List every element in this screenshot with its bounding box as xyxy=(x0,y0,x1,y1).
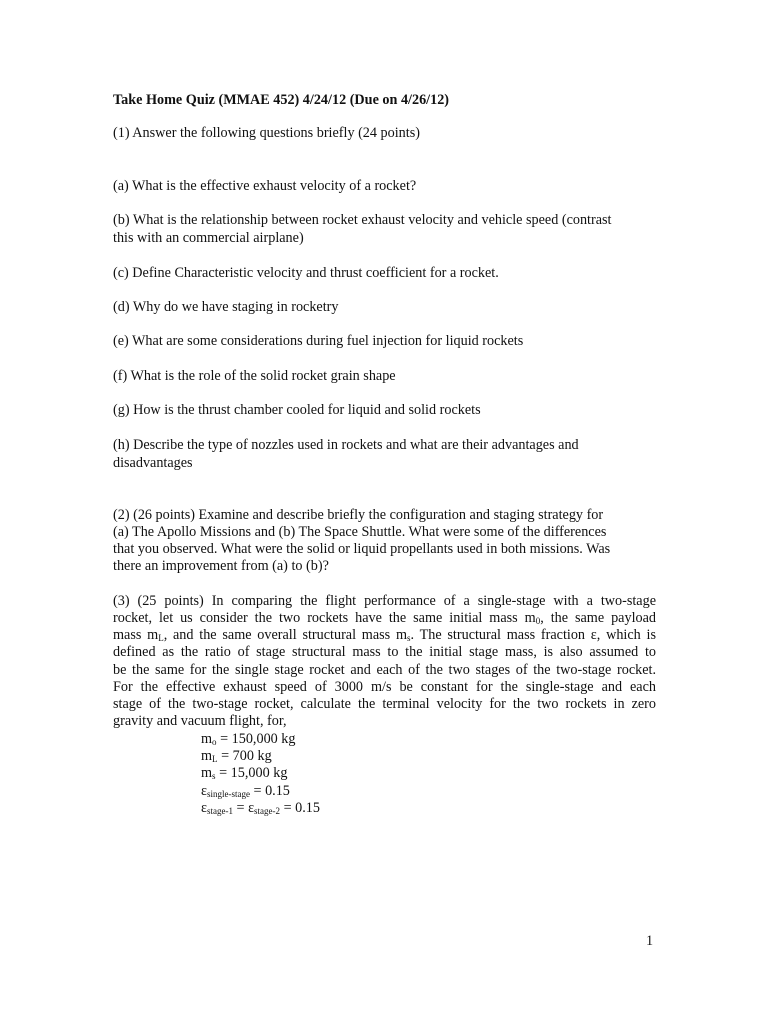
q2-line4: there an improvement from (a) to (b)? xyxy=(113,558,329,574)
q3-line8: gravity and vacuum flight, for, xyxy=(113,713,287,729)
q1-b-line1: (b) What is the relationship between rocket exhaust velocity and vehicle speed (contrast xyxy=(113,212,612,228)
q1-h-line1: (h) Describe the type of nozzles used in rockets and what are their advantages and xyxy=(113,437,579,453)
q2-line1: (2) (26 points) Examine and describe briefly the configuration and staging strategy for xyxy=(113,507,604,523)
q3-line3: mass $m_L$, and the same overall structural mass $m_s$. The structural mass fraction ε, which is xyxy=(113,627,656,643)
q1-b-line2: this with an commercial airplane) xyxy=(113,230,304,246)
q1-a: (a) What is the effective exhaust velocity of a rocket? xyxy=(113,178,417,194)
q3-line1: (3) (25 points) In comparing the flight performance of a single-stage with a two-stage xyxy=(113,593,656,609)
q1-g: (g) How is the thrust chamber cooled for liquid and solid rockets xyxy=(113,402,481,418)
quiz-title: Take Home Quiz (MMAE 452) 4/24/12 (Due on 4/26/12) xyxy=(113,92,450,108)
q2-line3: that you observed. What were the solid or liquid propellants used in both missions. Was xyxy=(113,541,611,557)
q1-c: (c) Define Characteristic velocity and thrust coefficient for a rocket. xyxy=(113,265,499,281)
eq-structural-mass: $m_s = 15,000$ kg xyxy=(201,765,288,781)
q1-d: (d) Why do we have staging in rocketry xyxy=(113,299,339,315)
q3-line7: stage of the two-stage rocket, calculate the terminal velocity for the two rockets in zero xyxy=(113,696,656,712)
q1-e: (e) What are some considerations during fuel injection for liquid rockets xyxy=(113,333,524,349)
eq-single-stage-fraction: $\varepsilon_{single-stage} = 0.15$ xyxy=(201,783,290,799)
q2-line2: (a) The Apollo Missions and (b) The Space Shuttle. What were some of the differences xyxy=(113,524,607,540)
q1-heading: (1) Answer the following questions briefly (24 points) xyxy=(113,125,420,141)
page-number: 1 xyxy=(646,933,654,949)
q3-line5: be the same for the single stage rocket and each of the two stages of the two-stage rocket. xyxy=(113,662,656,678)
q3-line2: rocket, let us consider the two rockets have the same initial mass $m_0$, the same payload xyxy=(113,610,656,626)
q3-line6: For the effective exhaust speed of 3000 m/s be constant for the single-stage and each xyxy=(113,679,656,695)
eq-payload-mass: $m_L = 700$ kg xyxy=(201,748,272,764)
q1-f: (f) What is the role of the solid rocket grain shape xyxy=(113,368,396,384)
q1-h-line2: disadvantages xyxy=(113,455,193,471)
eq-initial-mass: $m_o = 150,000$ kg xyxy=(201,731,296,747)
eq-two-stage-fraction: $\varepsilon_{stage-1} = \varepsilon_{stage-2} = 0.15$ xyxy=(201,800,320,816)
q3-line4: defined as the ratio of stage structural mass to the initial stage mass, is also assumed to xyxy=(113,644,656,660)
